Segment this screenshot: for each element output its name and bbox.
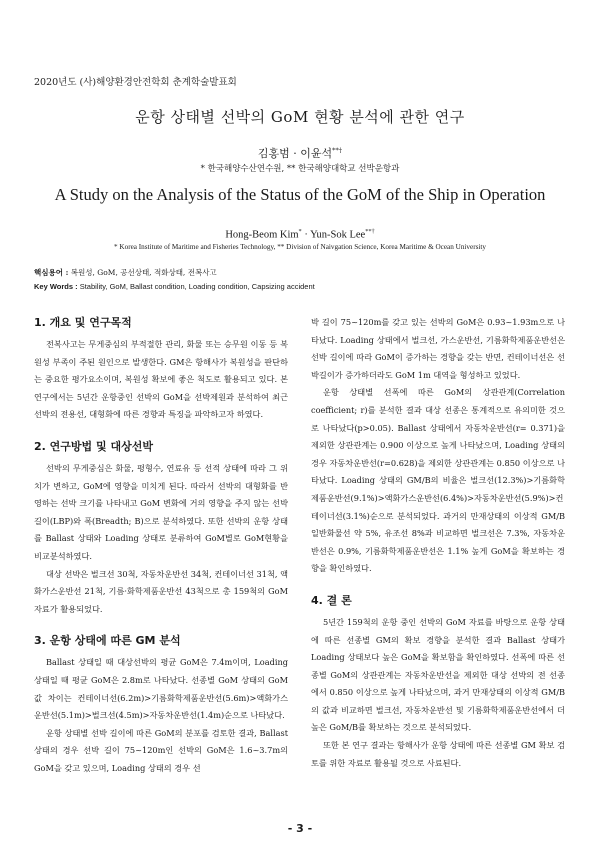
conference-header: 2020년도 (사)해양환경안전학회 춘계학술발표회 [34, 77, 237, 88]
keywords-english [34, 280, 574, 294]
affiliation-english: * Korea Institute of Maritime and Fisheries Technology, ** Division of Naivgation Science, Korea Maritime & Ocean University [114, 243, 486, 251]
authors-english [0, 228, 600, 241]
keywords-korean-label: 핵심용어 : [34, 268, 69, 277]
page-number: - 3 - [287, 822, 313, 835]
keywords-block [34, 266, 574, 294]
keywords-korean [34, 266, 574, 280]
section-1-heading: 1. 개요 및 연구목적 [34, 316, 132, 329]
section-4-heading: 4. 결 론 [311, 593, 352, 607]
keywords-english-label: Key Words : [34, 282, 78, 291]
section-3-heading: 3. 운항 상태에 따른 GM 분석 [34, 634, 181, 648]
section-3-paragraph-2: 운항 상태별 선박 길이에 따른 GoM의 분포를 검토한 결과, Ballast 상태의 경우 선박 길이 75~120m인 선박의 GoM은 1.6~3.7m의 GoM을 갖고 있으며, Loading 상태의 경우 선 [34, 727, 288, 773]
section-2-paragraph-1: 선박의 무게중심은 화물, 평형수, 연료유 등 선적 상태에 따라 그 위치가 변하고, GoM에 영향을 미치게 된다. 따라서 선박의 대형화를 반영하는 선박 크기를 나타내고 GoM 변화에 거의 영향을 주지 않는 선박 길이(LBP)와 폭(Breadth; B)으로 분석하였다. 또한 선박의 운항 상태를 Ballast 상태와 Loading 상태로 분류하여 GoM별로 GoM현황을 비교분석하였다. [34, 462, 288, 561]
section-4-paragraph-2: 또한 본 연구 결과는 항해사가 운항 상태에 따른 선종별 GM 확보 검토를 위한 자료로 활용될 것으로 사료된다. [311, 740, 565, 768]
author-1-mark: * [298, 228, 302, 235]
author-mark-corresponding: **† [332, 146, 343, 155]
section-2-heading: 2. 연구방법 및 대상선박 [34, 439, 153, 453]
section-1-paragraph: 전복사고는 무게중심의 부적절한 관리, 화물 또는 승무원 이동 등 복원성 부족이 주된 원인으로 발생한다. GM은 항해사가 복원성을 판단하는 중요한 평가요소이며, 복원성 확보에 좋은 척도로 활용되고 있다. 본 연구에서는 5년간 운항중인 선박의 GoM을 선박제원과 분석하여 최근 선박의 전용선, 대형화에 따른 경향과 특징을 파악하고자 하였다. [34, 339, 288, 420]
authors-korean-names: 김홍범 · 이윤석 [257, 147, 333, 160]
keywords-korean-text: 복원성, GoM, 공선상태, 적화상태, 전복사고 [70, 268, 217, 277]
section-3-paragraph-1: Ballast 상태일 때 대상선박의 평균 GoM은 7.4m이며, Loading 상태일 때 평균 GoM은 2.8m로 나타났다. 선종별 GoM 상태의 GoM값 차이는 컨테이너선(6.2m)>기름화학제품운반선(5.6m)>액화가스운반선(5.1m)>벌크선(4.5m)>자동차운반선(1.4m)순으로 나타났다. [34, 657, 288, 721]
section-3-paragraph-3: 운항 상태별 선폭에 따른 GoM의 상관관계(Correlation coefficient; r)를 분석한 결과 대상 선종은 통계적으로 유의미한 것으로 나타났다(p>0.05). Ballast 상태에서 자동차운반선(r= 0.371)을 제외한 상관관계는 0.900 이상으로 높게 나타났으며, Loading 상태의 경우 자동차운반선(r=0.628)을 제외한 상관관계는 0.850 이상으로 나타났다. Loading 상태의 GM/B의 비율은 벌크선(12.3%)>기름화학제품운반선(9.1%)>액화가스운반선(6.4%)>자동차운반선(5.9%)>컨테이너선(3.1%)순으로 분석되었다. 과거의 만재상태의 이상적 GM/B 일반화물선 약 5%, 유조선 8%과 비교하면 벌크선은 7.3%, 자동차운반선은 0.9%, 기름화학제품운반선은 1.1% 높게 GoM을 확보하는 경향을 확인하였다. [311, 387, 565, 574]
section-2-paragraph-2: 대상 선박은 벌크선 30척, 자동차운반선 34척, 컨테이너선 31척, 액화가스운반선 21척, 기름·화학제품운반선 43척으로 총 159척의 GoM 자료가 활용되었다. [34, 568, 288, 614]
section-3-paragraph-2-continued: 박 길이 75~120m를 갖고 있는 선박의 GoM은 0.93~1.93m으로 나타났다. Loading 상태에서 벌크선, 가스운반선, 기름화학제품운반선은 선박 길이에 따라 GoM이 증가하는 경향을 갖는 반면, 컨테이너선은 선박길이가 증가하더라도 GoM 1m 대역을 형성하고 있었다. [311, 317, 565, 380]
author-2-mark: **† [365, 228, 375, 235]
title-korean: 운항 상태별 선박의 GoM 현황 분석에 관한 연구 [135, 108, 465, 126]
keywords-english-text: Stability, GoM, Ballast condition, Loading condition, Capsizing accident [79, 282, 315, 291]
authors-korean [0, 145, 600, 161]
title-english: A Study on the Analysis of the Status of the GoM of the Ship in Operation [54, 185, 546, 204]
author-2-name: Yun-Sok Lee [310, 229, 366, 241]
author-1-name: Hong-Beom Kim [225, 229, 299, 241]
author-separator: · [301, 229, 311, 241]
section-4-paragraph-1: 5년간 159척의 운항 중인 선박의 GoM 자료를 바탕으로 운항 상태에 따른 선종별 GM의 확보 경향을 분석한 결과 Ballast 상태가 Loading 상태보다 높은 GoM을 확보함을 확인하였다. 선폭에 따른 선종별 GoM의 상관관계는 자동차운반선을 제외한 대상 선박의 전 선종에서 0.850 이상으로 높게 나타났으며, 과거 만재상태의 이상적 GM/B의 값과 비교하면 벌크선, 자동차운반선 및 기름화학제품운반선에서 더 높은 GoM/B를 확보하는 것으로 분석되었다. [311, 616, 565, 733]
left-column [34, 314, 288, 777]
affiliation-korean: * 한국해양수산연수원, ** 한국해양대학교 선박운항과 [200, 164, 400, 174]
right-column [311, 314, 565, 772]
